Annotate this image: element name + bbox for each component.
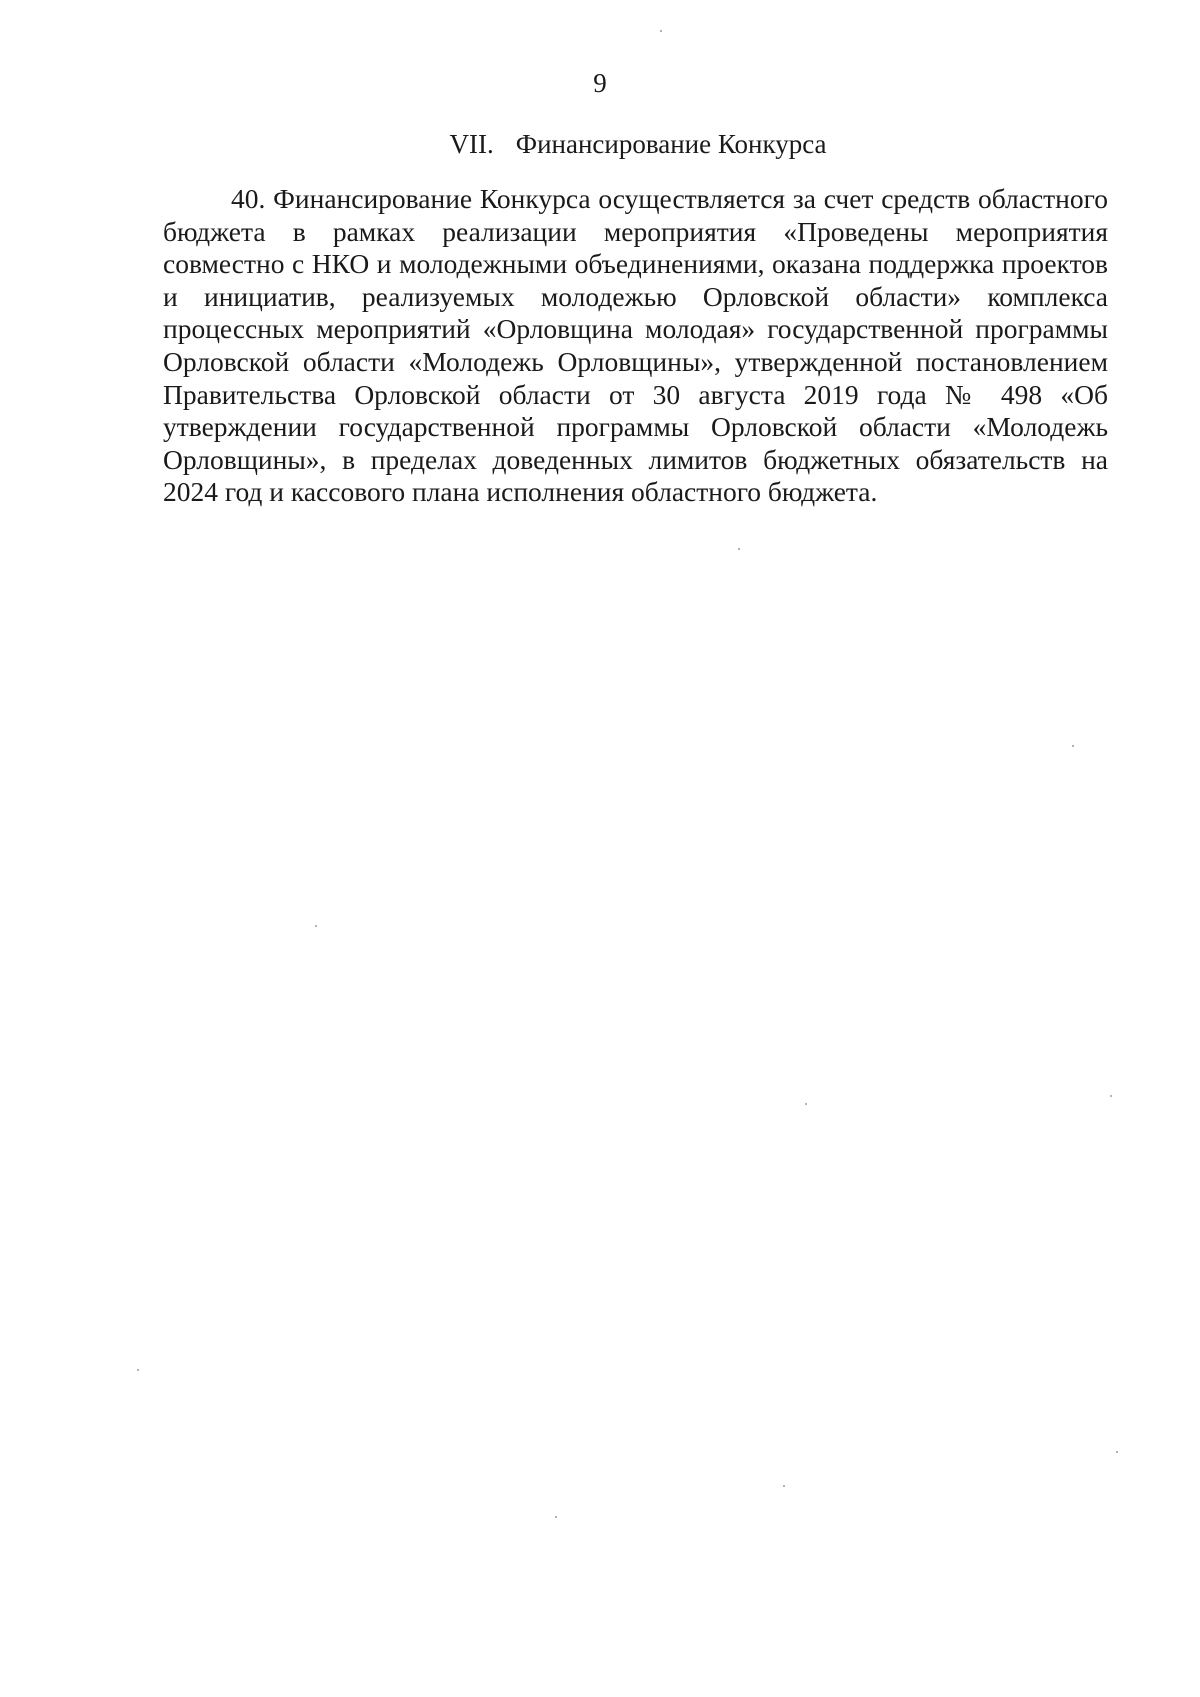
scan-speck <box>1110 1095 1112 1097</box>
paragraph-text: Финансирование Конкурса осуществляется за счет средств областного бюджета в рамках реализации мероприятия «Проведены мероприятия совместно с НКО и молодежными объединениями, оказана поддержка проектов и инициатив, реализуемых молодежью Орловской области» комплекса процессных мероприятий «Орловщина молодая» государственной программы Орловской области «Молодежь Орловщины», утвержденной постановлением Правительства Орловской области от 30 августа 2019 года № 498 «Об утверждении государственной программы Орловской области «Молодежь Орловщины», в пределах доведенных лимитов бюджетных обязательств на 2024 год и кассового плана исполнения областного бюджета. <box>163 183 1108 508</box>
scan-speck <box>137 1369 139 1371</box>
scan-speck <box>738 548 740 550</box>
scan-speck <box>1072 745 1074 747</box>
section-title: Финансирование Конкурса <box>515 129 827 159</box>
section-heading <box>38 128 1200 160</box>
paragraph-number: 40. <box>231 183 266 214</box>
scan-speck <box>805 1103 807 1105</box>
scan-speck <box>783 1485 785 1487</box>
scan-speck <box>315 925 317 927</box>
paragraph-40 <box>163 183 1108 509</box>
page-number: 9 <box>593 68 607 98</box>
scan-speck <box>1116 1451 1118 1453</box>
section-numeral: VII. <box>449 129 494 159</box>
scan-speck <box>660 30 662 32</box>
scan-speck <box>555 1516 557 1518</box>
